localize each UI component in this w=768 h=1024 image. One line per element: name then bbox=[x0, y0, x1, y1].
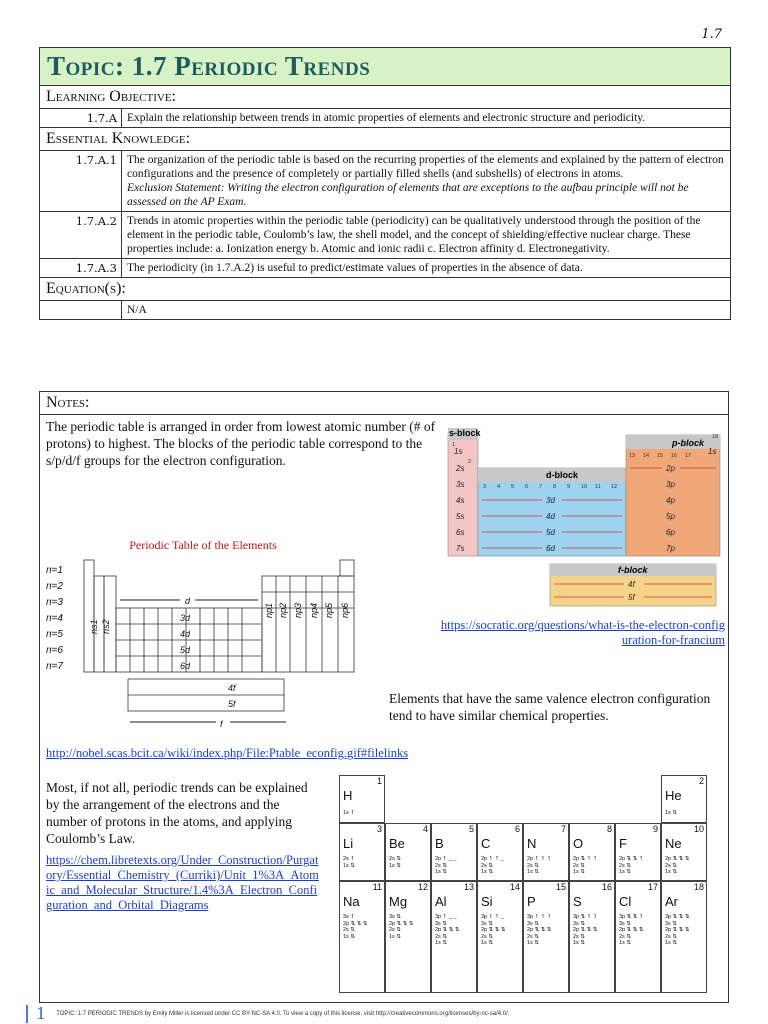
s-col-label: ns2 bbox=[101, 619, 111, 634]
atomic-number: 14 bbox=[509, 882, 520, 892]
element-symbol: P bbox=[527, 894, 536, 909]
element-cell bbox=[477, 881, 523, 993]
element-cell bbox=[661, 881, 707, 993]
element-symbol: Mg bbox=[389, 894, 408, 909]
d-row-label: 4d bbox=[546, 512, 555, 521]
s-row-label: 6s bbox=[456, 528, 465, 537]
element-cell bbox=[339, 823, 385, 881]
p-row-label: 7p bbox=[666, 544, 675, 553]
p-row-label: 6p bbox=[666, 528, 675, 537]
s-row-label: 4s bbox=[456, 496, 465, 505]
element-cell bbox=[661, 823, 707, 881]
group-number: 15 bbox=[657, 453, 664, 459]
f-label: 4f bbox=[228, 683, 236, 693]
p-row-label: 2p bbox=[666, 464, 675, 473]
libretexts-link[interactable]: https://chem.libretexts.org/Under_Construction/Purgatory/Essential_Chemistry_(Curriki)/Unit_1%3A_Atomic_and_Molecular_Structure/1.4%3A_Electron_Configuration_and_Orbital_Diagrams bbox=[46, 853, 319, 912]
element-symbol: Cl bbox=[619, 894, 632, 909]
group-number: 13 bbox=[629, 453, 636, 459]
socratic-link[interactable]: https://socratic.org/questions/what-is-the-electron-configuration-for-francium bbox=[440, 618, 725, 647]
topic-title: Topic: 1.7 Periodic Trends bbox=[40, 48, 730, 86]
p-col-label: np2 bbox=[278, 602, 288, 618]
element-cell bbox=[385, 881, 431, 993]
element-symbol: F bbox=[619, 836, 627, 851]
learning-objective-row bbox=[40, 109, 730, 128]
atomic-number: 3 bbox=[376, 824, 382, 834]
ptable-arrows bbox=[120, 600, 286, 722]
shell-label: n=1 bbox=[46, 565, 63, 576]
group-number: 10 bbox=[581, 484, 588, 490]
element-symbol: H bbox=[343, 788, 353, 803]
d-row-label: 6d bbox=[546, 544, 555, 553]
group-number: 3 bbox=[483, 484, 487, 490]
group-number: 7 bbox=[539, 484, 543, 490]
page-number-top: 1.7 bbox=[701, 27, 722, 42]
group-number: 4 bbox=[497, 484, 501, 490]
atomic-number: 18 bbox=[693, 882, 704, 892]
element-cell bbox=[477, 823, 523, 881]
p-col-label: np4 bbox=[309, 602, 319, 618]
f-label: 5f bbox=[228, 699, 236, 709]
essential-knowledge-heading: Essential Knowledge: bbox=[40, 128, 730, 151]
group-number: 18 bbox=[712, 434, 719, 440]
group-number: 6 bbox=[525, 484, 529, 490]
element-symbol: Na bbox=[343, 894, 360, 909]
ek-text: Trends in atomic properties within the periodic table (periodicity) can be qualitatively understood through the position of the element in the periodic table, Coulomb’s law, the shell model, and the concept of shielding/effective nuclear charge. These properties include: a. Ionization energy b. Atomic and ionic radii c. Electron affinity d. Electronegativity. bbox=[127, 215, 701, 255]
group-number: 12 bbox=[611, 484, 618, 490]
p-top-label: 1s bbox=[708, 447, 717, 456]
electron-config: 2p ↿ ↿ _ 2s ⇅ 1s ⇅ bbox=[481, 856, 504, 875]
element-cell bbox=[569, 881, 615, 993]
objective-text: Explain the relationship between trends in atomic properties of elements and electronic structure and periodicity. bbox=[127, 112, 646, 124]
electron-config: 3p ↿ ↿ ↿ 3s ⇅ 2p ⇅ ⇅ ⇅ 2s ⇅ 1s ⇅ bbox=[527, 914, 552, 946]
p-row-label: 5p bbox=[666, 512, 675, 521]
element-symbol: Be bbox=[389, 836, 405, 851]
ek-id: 1.7.A.1 bbox=[40, 151, 122, 211]
element-symbol: Ne bbox=[665, 836, 682, 851]
shell-label: n=6 bbox=[46, 645, 63, 656]
ek-text: The periodicity (in 1.7.A.2) is useful to predict/estimate values of properties in the absence of data. bbox=[127, 262, 583, 274]
notes-box bbox=[39, 391, 729, 1003]
element-cell bbox=[385, 823, 431, 881]
element-cell bbox=[523, 823, 569, 881]
footer-license: TOPIC: 1.7 PERIODIC TRENDS by Emily Miller is licensed under CC BY-NC-SA 4.0. To view a copy of this license, visit http://creativecommons.org/licenses/by-nc-sa/4.0/. bbox=[56, 1010, 510, 1017]
p-row-label: 3p bbox=[666, 480, 675, 489]
d-row-label: 5d bbox=[546, 528, 555, 537]
electron-config: 3s ⇅ 2p ⇅ ⇅ ⇅ 2s ⇅ 1s ⇅ bbox=[389, 914, 414, 940]
ptable-grid bbox=[84, 560, 354, 711]
learning-objective-heading: Learning Objective: bbox=[40, 86, 730, 109]
shell-label: n=2 bbox=[46, 581, 63, 592]
element-symbol: C bbox=[481, 836, 491, 851]
electron-config: 2s ↿ 1s ⇅ bbox=[343, 856, 355, 869]
element-symbol: Li bbox=[343, 836, 354, 851]
element-symbol: S bbox=[573, 894, 582, 909]
electron-config: 2s ⇅ 1s ⇅ bbox=[389, 856, 401, 869]
electron-config: 1s ⇅ bbox=[665, 810, 677, 816]
p-col-label: np1 bbox=[264, 602, 274, 618]
objective-id: 1.7.A bbox=[40, 109, 122, 127]
atomic-number: 17 bbox=[647, 882, 658, 892]
element-cell bbox=[615, 881, 661, 993]
element-cell bbox=[661, 775, 707, 823]
atomic-number: 15 bbox=[555, 882, 566, 892]
element-cell bbox=[569, 823, 615, 881]
electron-config: 2p ⇅ ⇅ ↿ 2s ⇅ 1s ⇅ bbox=[619, 856, 644, 875]
s-row-label: 2s bbox=[456, 464, 465, 473]
d-label: d bbox=[185, 596, 191, 606]
d-label: 6d bbox=[180, 661, 191, 671]
p-col-label: np5 bbox=[324, 602, 334, 618]
element-symbol: O bbox=[573, 836, 584, 851]
atomic-number: 5 bbox=[468, 824, 474, 834]
electron-config: 3s ↿ 2p ⇅ ⇅ ⇅ 2s ⇅ 1s ⇅ bbox=[343, 914, 368, 940]
ek-row bbox=[40, 259, 730, 278]
s-row-label: 7s bbox=[456, 544, 465, 553]
s-row-label: 3s bbox=[456, 480, 465, 489]
group-number: 5 bbox=[511, 484, 515, 490]
s-row-label: 5s bbox=[456, 512, 465, 521]
group-number: 16 bbox=[671, 453, 678, 459]
atomic-number: 6 bbox=[514, 824, 520, 834]
d-label: 3d bbox=[180, 613, 191, 623]
atomic-number: 9 bbox=[652, 824, 658, 834]
electron-config: 3p ⇅ ⇅ ↿ 3s ⇅ 2p ⇅ ⇅ ⇅ 2s ⇅ 1s ⇅ bbox=[619, 914, 644, 946]
atomic-number: 2 bbox=[698, 776, 704, 786]
element-cell bbox=[523, 881, 569, 993]
p-col-label: np6 bbox=[340, 602, 350, 618]
d-block-label: d-block bbox=[546, 470, 579, 480]
element-cell bbox=[431, 881, 477, 993]
element-symbol: B bbox=[435, 836, 444, 851]
periodic-table-diagram bbox=[40, 532, 400, 732]
p-row-label: 4p bbox=[666, 496, 675, 505]
element-symbol: Si bbox=[481, 894, 493, 909]
atomic-number: 4 bbox=[422, 824, 428, 834]
electron-config: 2p ⇅ ⇅ ⇅ 2s ⇅ 1s ⇅ bbox=[665, 856, 690, 875]
electron-config: 2p ↿ _ _ 2s ⇅ 1s ⇅ bbox=[435, 856, 457, 875]
electron-config: 1s ↿ bbox=[343, 810, 355, 816]
electron-config: 3p ⇅ ⇅ ⇅ 3s ⇅ 2p ⇅ ⇅ ⇅ 2s ⇅ 1s ⇅ bbox=[665, 914, 690, 946]
d-label: 5d bbox=[180, 645, 191, 655]
f-block-label: f-block bbox=[618, 565, 648, 575]
s-block-label: s-block bbox=[449, 428, 481, 438]
element-cell bbox=[339, 775, 385, 823]
element-symbol: N bbox=[527, 836, 537, 851]
atomic-number: 7 bbox=[560, 824, 566, 834]
ek-text bbox=[122, 151, 730, 211]
equations-row bbox=[40, 301, 730, 320]
footer bbox=[26, 1004, 509, 1023]
electron-config: 2p ↿ ↿ ↿ 2s ⇅ 1s ⇅ bbox=[527, 856, 552, 875]
electron-config: 3p ↿ _ _ 3s ⇅ 2p ⇅ ⇅ ⇅ 2s ⇅ 1s ⇅ bbox=[435, 914, 460, 946]
d-row-label: 3d bbox=[546, 496, 555, 505]
atomic-number: 13 bbox=[463, 882, 474, 892]
shell-label: n=7 bbox=[46, 661, 63, 672]
topic-table bbox=[39, 47, 731, 320]
s-col-label: ns1 bbox=[89, 619, 99, 634]
notes-para-2: Most, if not all, periodic trends can be explained by the arrangement of the electrons and the number of protons in the atoms, and applying Coulomb’s Law. bbox=[46, 780, 308, 846]
ek-row bbox=[40, 151, 730, 212]
f-row-label: 5f bbox=[628, 593, 635, 602]
group-number: 17 bbox=[685, 453, 692, 459]
f-label: f bbox=[220, 719, 223, 729]
element-symbol: Ar bbox=[665, 894, 678, 909]
footer-page-number: 1 bbox=[36, 1004, 47, 1023]
ek-id: 1.7.A.3 bbox=[40, 259, 122, 277]
atomic-number: 16 bbox=[601, 882, 612, 892]
orbital-block-diagram bbox=[446, 426, 728, 612]
element-symbol: Al bbox=[435, 894, 447, 909]
atomic-number: 12 bbox=[417, 882, 428, 892]
nobel-link[interactable]: http://nobel.scas.bcit.ca/wiki/index.php/File:Ptable_econfig.gif#filelinks bbox=[46, 746, 409, 760]
element-cell bbox=[615, 823, 661, 881]
element-config-grid bbox=[339, 775, 713, 999]
shell-label: n=3 bbox=[46, 597, 63, 608]
group-number: 14 bbox=[643, 453, 650, 459]
electron-config: 3p ⇅ ↿ ↿ 3s ⇅ 2p ⇅ ⇅ ⇅ 2s ⇅ 1s ⇅ bbox=[573, 914, 598, 946]
equations-heading: Equation(s): bbox=[40, 278, 730, 301]
group-number: 8 bbox=[553, 484, 557, 490]
valence-text: Elements that have the same valence electron configuration tend to have similar chemical properties. bbox=[389, 691, 711, 723]
electron-config: 2p ⇅ ↿ ↿ 2s ⇅ 1s ⇅ bbox=[573, 856, 598, 875]
s-row-label: 1s bbox=[454, 447, 463, 456]
exclusion-statement: Exclusion Statement: Writing the electron configuration of elements that are exceptions to the aufbau principle will not be assessed on the AP Exam. bbox=[127, 182, 689, 208]
group-number: 11 bbox=[595, 484, 601, 490]
group-number: 1 bbox=[452, 442, 456, 448]
element-cell bbox=[431, 823, 477, 881]
shell-label: n=5 bbox=[46, 629, 63, 640]
ek-text-main: The organization of the periodic table is based on the recurring properties of the elements and explained by the pattern of electron configurations and the presence of completely or partially filled shells (and subshells) of electrons in atoms. bbox=[127, 154, 724, 180]
electron-config: 3p ↿ ↿ _ 3s ⇅ 2p ⇅ ⇅ ⇅ 2s ⇅ 1s ⇅ bbox=[481, 914, 506, 946]
atomic-number: 8 bbox=[606, 824, 612, 834]
atomic-number: 11 bbox=[372, 882, 382, 892]
group-number: 2 bbox=[468, 459, 472, 465]
group-number: 9 bbox=[567, 484, 571, 490]
ek-id: 1.7.A.2 bbox=[40, 212, 122, 258]
notes-heading: Notes: bbox=[40, 392, 728, 415]
element-cell bbox=[339, 881, 385, 993]
ptable-title: Periodic Table of the Elements bbox=[129, 538, 277, 552]
ek-row bbox=[40, 212, 730, 259]
footer-bar bbox=[26, 1005, 28, 1023]
p-col-label: np3 bbox=[293, 602, 303, 618]
equations-id bbox=[40, 301, 122, 319]
atomic-number: 10 bbox=[693, 824, 704, 834]
d-label: 4d bbox=[180, 629, 191, 639]
equations-value: N/A bbox=[127, 304, 147, 316]
element-symbol: He bbox=[665, 788, 682, 803]
notes-para-1: The periodic table is arranged in order from lowest atomic number (# of protons) to highest. The blocks of the periodic table correspond to the s/p/d/f groups for the electron configuration. bbox=[46, 419, 436, 468]
p-block-label: p-block bbox=[672, 438, 705, 448]
shell-label: n=4 bbox=[46, 613, 63, 624]
f-row-label: 4f bbox=[628, 580, 635, 589]
atomic-number: 1 bbox=[376, 776, 382, 786]
